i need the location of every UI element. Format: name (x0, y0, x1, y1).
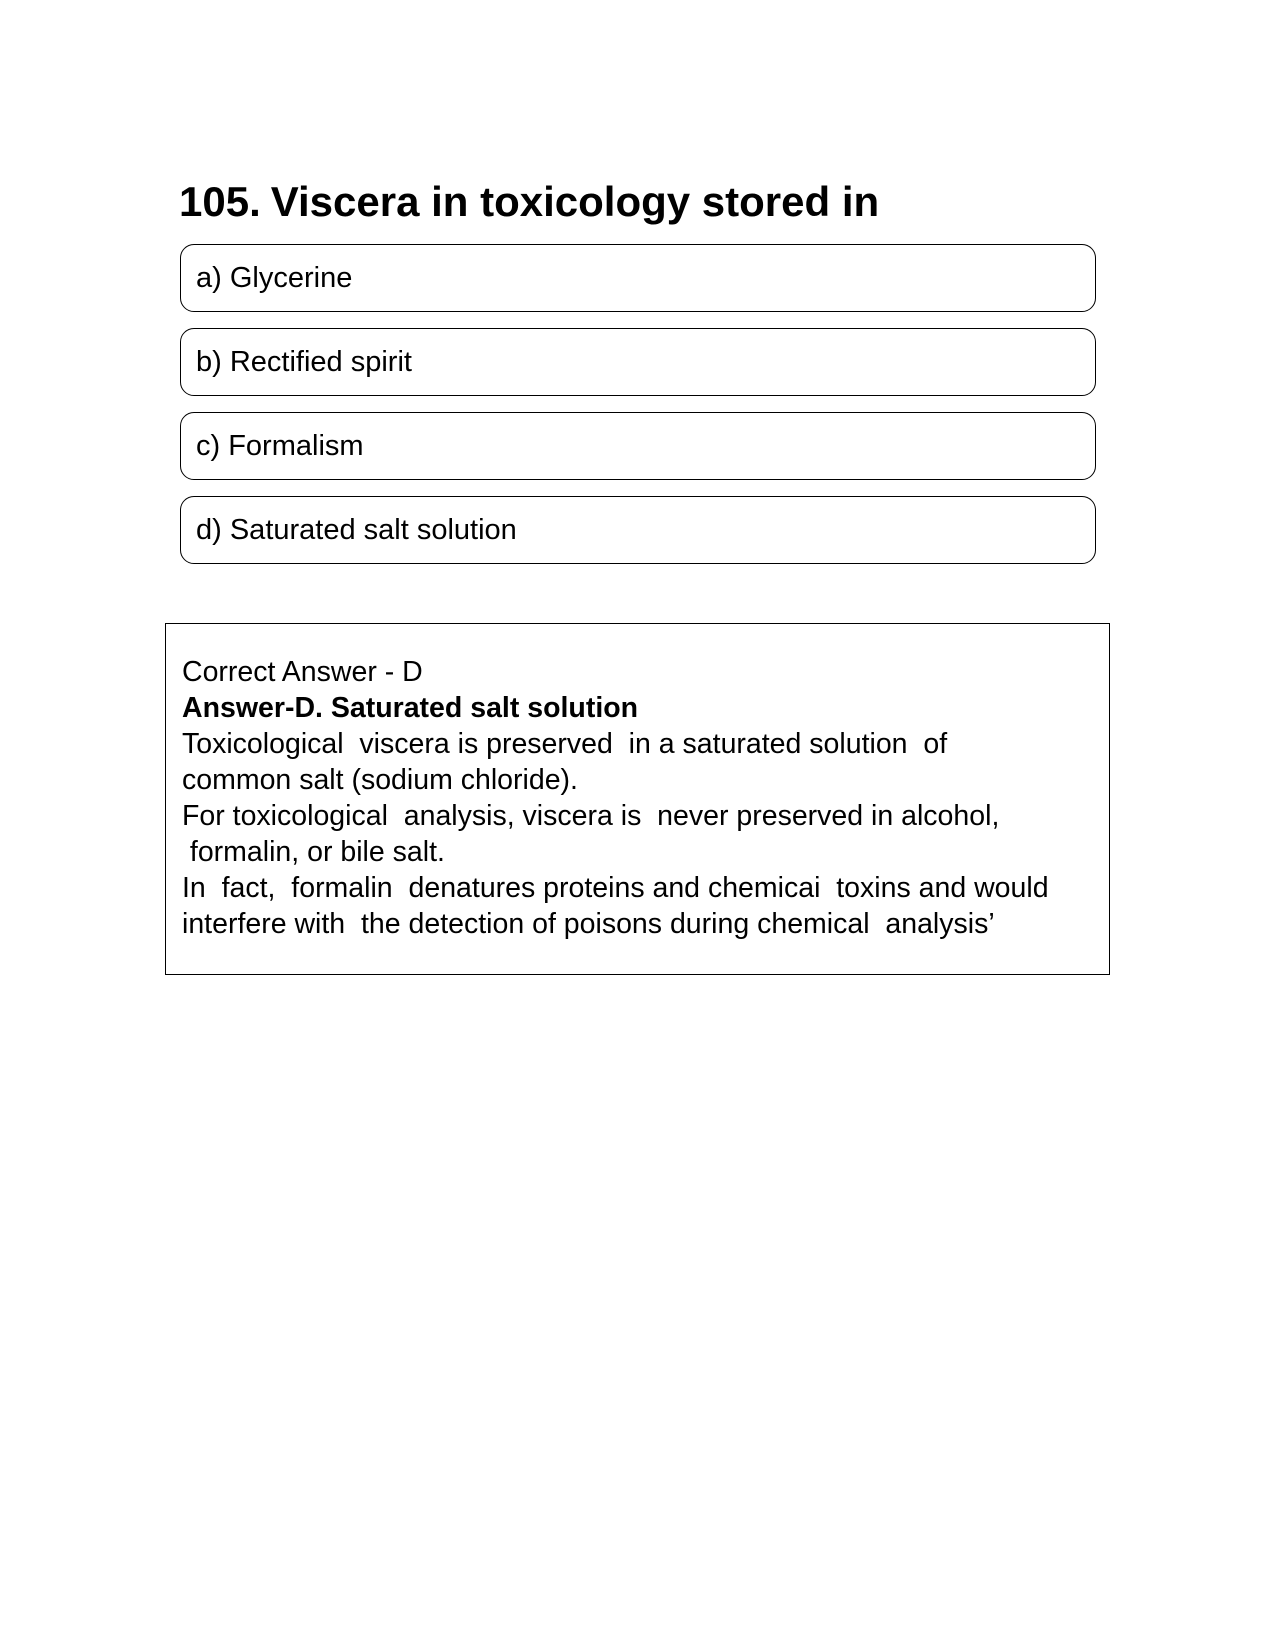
answer-explanation-box (165, 623, 1110, 975)
option-d[interactable]: d) Saturated salt solution (180, 496, 1096, 564)
answer-title: Answer-D. Saturated salt solution (182, 692, 639, 724)
explanation-line: formalin, or bile salt. (182, 836, 445, 868)
options-list (180, 244, 1096, 580)
explanation-line: interfere with the detection of poisons during chemical analysis’ (182, 908, 995, 940)
explanation-line: common salt (sodium chloride). (182, 764, 578, 796)
question-number: 105. (179, 178, 261, 225)
explanation-line: For toxicological analysis, viscera is never preserved in alcohol, (182, 800, 1000, 832)
option-b[interactable]: b) Rectified spirit (180, 328, 1096, 396)
explanation-line: Toxicological viscera is preserved in a saturated solution of (182, 728, 948, 760)
correct-answer-line: Correct Answer - D (182, 656, 423, 688)
option-c[interactable]: c) Formalism (180, 412, 1096, 480)
explanation-line: In fact, formalin denatures proteins and chemicai toxins and would (182, 872, 1049, 904)
question-heading (179, 176, 879, 228)
question-text: Viscera in toxicology stored in (270, 178, 880, 225)
option-a[interactable]: a) Glycerine (180, 244, 1096, 312)
